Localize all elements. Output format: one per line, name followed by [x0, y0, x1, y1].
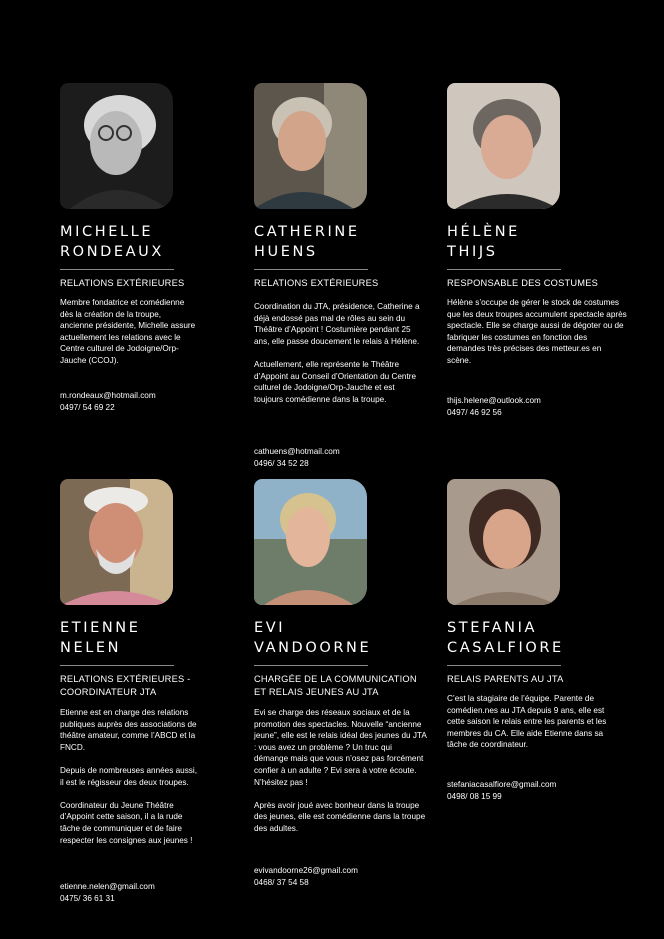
member-role	[60, 673, 190, 699]
member-bio	[60, 707, 200, 858]
member-photo	[60, 479, 173, 605]
member-phone: 0497/ 54 69 22	[60, 402, 115, 412]
member-phone: 0468/ 37 54 58	[254, 877, 309, 887]
member-contact	[254, 446, 340, 469]
portrait-image	[447, 479, 560, 605]
bio-paragraph: Evi se charge des réseaux sociaux et de la promotion des spectacles. Nouvelle “ancienne jeune”, elle est le relais idéal des jeunes du JTA : vous avez un problème ? Un truc qui démange mais que vous n’osez pas forcément confier à un adulte ? Evi sera à votre écoute. N’hésitez pas !	[254, 708, 427, 787]
bio-paragraph: Actuellement, elle représente le Théâtre d’Appoint au Conseil d’Orientation du Centre culturel de Jodoigne/Orp-Jauche et est toujours comédienne dans la troupe.	[254, 359, 417, 404]
role-line: RELAIS PARENTS AU JTA	[447, 674, 564, 684]
bio-paragraph: Membre fondatrice et comédienne dès la création de la troupe, ancienne présidente, Michelle assure actuellement les relations avec le Centre culturel de Jodoigne/Orp-Jauche (CCOJ).	[60, 298, 196, 365]
member-phone: 0498/ 08 15 99	[447, 791, 502, 801]
role-line: RELATIONS EXTÉRIEURES	[254, 278, 379, 288]
member-bio	[254, 301, 426, 417]
member-name	[60, 618, 141, 658]
member-email: cathuens@hotmail.com	[254, 447, 340, 456]
member-phone: 0496/ 34 52 28	[254, 458, 309, 468]
member-last-name: HUENS	[254, 244, 318, 260]
portrait-image	[254, 83, 367, 209]
member-photo	[254, 83, 367, 209]
member-photo	[60, 83, 173, 209]
member-role	[447, 673, 563, 686]
bio-paragraph: Etienne est en charge des relations publiques auprès des associations de théâtre amateur, comme l’ABCD et la FNCD.	[60, 708, 197, 752]
member-phone: 0497/ 46 92 56	[447, 407, 502, 417]
member-bio	[60, 297, 196, 378]
bio-paragraph: C’est la stagiaire de l’équipe. Parente de comédien.nes au JTA depuis 9 ans, elle est cette saison le relais entre les parents et les membres du CA. Elle aide Etienne dans sa tâche de coordinateur.	[447, 694, 607, 750]
member-role	[254, 673, 417, 699]
divider	[254, 269, 368, 270]
member-role	[254, 277, 378, 290]
member-first-name: MICHELLE	[60, 224, 154, 240]
member-last-name: VANDOORNE	[254, 640, 372, 656]
member-first-name: HÉLÈNE	[447, 224, 520, 240]
member-email: thijs.helene@outlook.com	[447, 396, 541, 405]
portrait-image	[447, 83, 560, 209]
member-phone: 0475/ 36 61 31	[60, 893, 115, 903]
member-contact	[60, 881, 155, 904]
member-name	[60, 222, 164, 262]
member-last-name: RONDEAUX	[60, 244, 164, 260]
member-name	[254, 222, 360, 262]
member-photo	[447, 83, 560, 209]
member-email: stefaniacasalfiore@gmail.com	[447, 780, 557, 789]
member-contact	[447, 779, 556, 802]
member-contact	[254, 865, 358, 888]
role-line: RELATIONS EXTÉRIEURES	[60, 278, 185, 288]
member-first-name: EVI	[254, 620, 286, 636]
role-line: ET RELAIS JEUNES AU JTA	[254, 687, 379, 697]
member-bio	[447, 297, 627, 378]
role-line: COORDINATEUR JTA	[60, 687, 157, 697]
member-email: m.rondeaux@hotmail.com	[60, 391, 156, 400]
member-last-name: THIJS	[447, 244, 498, 260]
divider	[60, 269, 174, 270]
member-name	[447, 222, 520, 262]
member-last-name: NELEN	[60, 640, 122, 656]
bio-paragraph: Coordination du JTA, présidence, Catherine a déjà endossé pas mal de rôles au sein du Théâtre d’Appoint ! Costumière pendant 25 ans, elle passe doucement le relais à Hélène.	[254, 302, 420, 346]
portrait-image	[254, 479, 367, 605]
member-role	[60, 277, 184, 290]
divider	[60, 665, 174, 666]
member-first-name: CATHERINE	[254, 224, 360, 240]
role-line: RESPONSABLE DES COSTUMES	[447, 278, 599, 288]
divider	[447, 269, 561, 270]
divider	[447, 665, 561, 666]
member-contact	[60, 390, 156, 413]
portrait-image	[60, 83, 173, 209]
member-role	[447, 277, 598, 290]
member-bio	[447, 693, 609, 763]
member-last-name: CASALFIORE	[447, 640, 564, 656]
role-line: RELATIONS EXTÉRIEURES -	[60, 674, 191, 684]
member-name	[447, 618, 564, 658]
portrait-image	[60, 479, 173, 605]
bio-paragraph: Coordinateur du Jeune Théâtre d’Appoint cette saison, il a la rude tâche de communiquer et de faire respecter les consignes aux jeunes !	[60, 800, 193, 845]
member-email: etienne.nelen@gmail.com	[60, 882, 155, 891]
member-bio	[254, 707, 428, 846]
bio-paragraph: Hélène s’occupe de gérer le stock de costumes que les deux troupes accumulent spectacle après spectacle. Elle se charge aussi de dégoter ou de fabriquer les costumes en fonction des demandes très précises des metteur.es en scène.	[447, 298, 627, 365]
member-first-name: ETIENNE	[60, 620, 141, 636]
member-first-name: STEFANIA	[447, 620, 537, 636]
member-name	[254, 618, 371, 658]
role-line: CHARGÉE DE LA COMMUNICATION	[254, 674, 417, 684]
member-contact	[447, 395, 541, 418]
member-photo	[254, 479, 367, 605]
member-email: evivandoorne26@gmail.com	[254, 866, 358, 875]
member-photo	[447, 479, 560, 605]
divider	[254, 665, 368, 666]
bio-paragraph: Depuis de nombreuses années aussi, il est le régisseur des deux troupes.	[60, 765, 197, 787]
bio-paragraph: Après avoir joué avec bonheur dans la troupe des jeunes, elle est comédienne dans la troupe des adultes.	[254, 800, 426, 833]
